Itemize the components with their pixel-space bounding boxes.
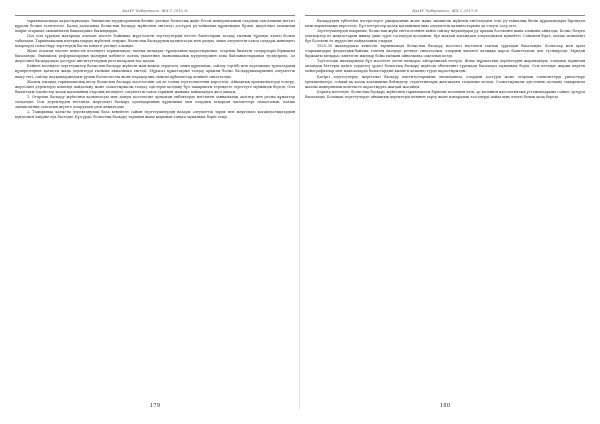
right-page-body (305, 19, 585, 411)
right-paragraph: басқарудың түбегейлі өзгерістерге ұшырағанын және жаңа әкімшілік жүйенің енгізілуімен ескі ру-тайпалық билік құрылымдары біртіндеп ығыстырылғанын көрсетеді. Бұл өзгерістер қазақ қоғамының ішкі әлеуметтік қатынастарына да елеулі әсер етті. (305, 19, 585, 29)
left-numbered-paragraph: 2. Тақырыпқа қатысты деректанулық база кеңейген сайын зерттеушілердің назары әлеуметтік тарих пен жергілікті қоғамдастықтардың күнделікті өміріне ауа бастады. Бұл үрдіс болыстық басқару тарихын жаңа қырынан тануға мүмкіндік беріп отыр. (15, 109, 295, 119)
right-paragraph: Қорыта келгенде, болыстық басқару жүйесінің тарихнамасы бірнеше кезеңнен өтіп, әр кезеңнің идеологиялық ұстанымдарына сәйкес әртүрлі бағаланды. Болашақ зерттеулерде аймақтық деректерді кеңінен тарту және пәнаралық тәсілдерді пайдалану өзекті болып қала береді. (305, 89, 585, 99)
left-page-body (15, 19, 295, 411)
right-paragraph: Тәуелсіздік жылдарында бұл мәселеге деген көзқарас айтарлықтай өзгерді. Жаңа мұрағаттық деректердің жариялануы, отандық тарихтың ақтаңдақ беттерін қайта зерделеу үрдісі болыстық басқару жүйесін объективті тұрғыдан бағалауға мүмкіндік берді. Осы кезеңде жарық көрген монографиялар мен мақалаларда болыстардың қызметі кешенді түрде қарастырылды. (305, 59, 585, 74)
left-paragraph: Жалпы алғанда тарихнамалық шолу болыстық басқару мәселесінің әлі де толық зерттелмегенін көрсетеді. Аймақтық ерекшеліктерді ескеру, жергілікті деректерді кешенді пайдалану және салыстырмалы талдау әдістерін қолдану бұл тақырыпты тереңдете зерттеуге мүмкіндік береді. Осы бағыттағы ізденістер қазақ қоғамының отарлық кезеңдегі әлеуметтік-саяси тарихын жаңаша пайымдауға жол ашады. (15, 79, 295, 94)
left-paragraph: Жеке аталған мәселе кеңестік кезеңдегі тарихнамада таптық көзқарас тұрғысынан қарастырылып, отарлық биліктің салдарлары біржақты бағаланды. Әкімшілік реформалардың мазмұны көбінесе патша үкіметінің экономикалық мүдделерімен ғана байланыстырылып түсіндірілді, ал жергілікті басқарудағы дәстүрлі институттардың рөлі назардан тыс қалды. (15, 49, 295, 64)
left-page (15, 0, 295, 424)
right-paragraph: Зерттеушілердің пікірінше, болыстық жүйе енгізілгеннен кейін сайлау науқандары ру аралық бәсекенің жаңа алаңына айналды. Болыс болуға үміткерлер өз жақтастарын жинау үшін түрлі тәсілдерді қолданып, бұл жағдай қоғамдағы алауыздықты күшейтті. Сонымен бірге, патша әкімшілігі бұл бәсекені өз мүддесіне пайдаланып отырды. (305, 29, 585, 44)
left-page-number: 179 (149, 403, 161, 409)
right-paragraph: Қазіргі зерттеулерде жергілікті басқару институттарының эволюциясы, олардың дәстүрлі және отарлық элементтерді ұштастыру ерекшеліктері, сондай-ақ қазақ қоғамының бейімделу стратегиялары жан-жақты талданып келеді. Салыстырмалы әдістемені қолдану тақырыпты жалпы империялық контексте қарастыруға жағдай жасайды. (305, 74, 585, 89)
left-page-header: ҚазҰУ Хабаршысы. ЖХ 1.2013 № (122, 9, 188, 13)
left-numbered-paragraph: 1. Отарлық басқару жүйесінің қалыптасуы мен дамуы мәселесіне арналған еңбектерде негізінен заңнамалық актілер мен ресми құжаттар талданды. Осы деректердің негізінде жергілікті басқару органдарының құрылымы мен олардың атқарған қызметтері сипатталып, патша әкімшілігінің саясатын жүзеге асырудағы рөлі анықталды. (15, 94, 295, 109)
left-paragraph: тарихнамасында қарастырылады. Әкімшілік-территориялық бөлініс ретінде болыстық жүйе Ресей империясының отарлық саясатының негізгі құралы болып есептеледі. Қазақ даласында болыстық басқару жүйесінің енгізілуі дәстүрлі ру-тайпалық құрылымды бұзып, жергілікті халықтың өмірін отаршыл әкімшіліктің бақылауына бағындырды. (15, 19, 295, 34)
spine-gutter (299, 20, 300, 410)
right-page-number: 180 (439, 403, 451, 409)
left-paragraph: Кейінгі кезеңдегі зерттеушілер болыстық басқару жүйесін жан-жақты зерделеп, оның құрылымы, сайлау тәртібі мен лауазымды тұлғалардың құзыреттеріне қатысты жаңа деректерді ғылыми айналымға енгізді. Мұрағат құжаттарын талдау арқылы болыс басқарушыларының әлеуметтік шығу тегі, сайлау науқандарындағы рулық бәсекелестік және парақорлық сияқты құбылыстар кеңінен сипатталды. (15, 64, 295, 79)
right-header-rule (305, 15, 585, 16)
right-page-header: ҚазҰУ Хабаршысы. ЖХ 1.2013 № (412, 9, 478, 13)
right-paragraph: 1920–30 жылдардағы кеңестік тарихнамада болыстық басқару мәселесі негізінен таптық тұрғыдан бағаланды. Болыстар мен ауыл старшындары феодалдық-байлық топтың өкілдері ретінде сипатталып, олардың қызметі халыққа қарсы бағытталған деп түсіндірілді. Мұндай біржақты көзқарас көптеген жылдар бойы ғылыми айналымда сақталып келді. (305, 44, 585, 59)
left-paragraph: Дәл осы тұрғыда жоғарыда аталған мәселе бойынша жүргізілген зерттеулердің негізгі бағыттарын талдау ғылыми тұрғыда өзекті болып табылады. Тарихнамалық материалдарды жүйелей отырып, болыстық басқарудың қалыптасуы мен дамуы, оның әлеуметтік-саяси салдары жөніндегі пікірлерді салыстыру зерттеудің басты міндеті ретінде алынды. (15, 34, 295, 49)
left-header-rule (15, 15, 295, 16)
right-page (305, 0, 585, 424)
